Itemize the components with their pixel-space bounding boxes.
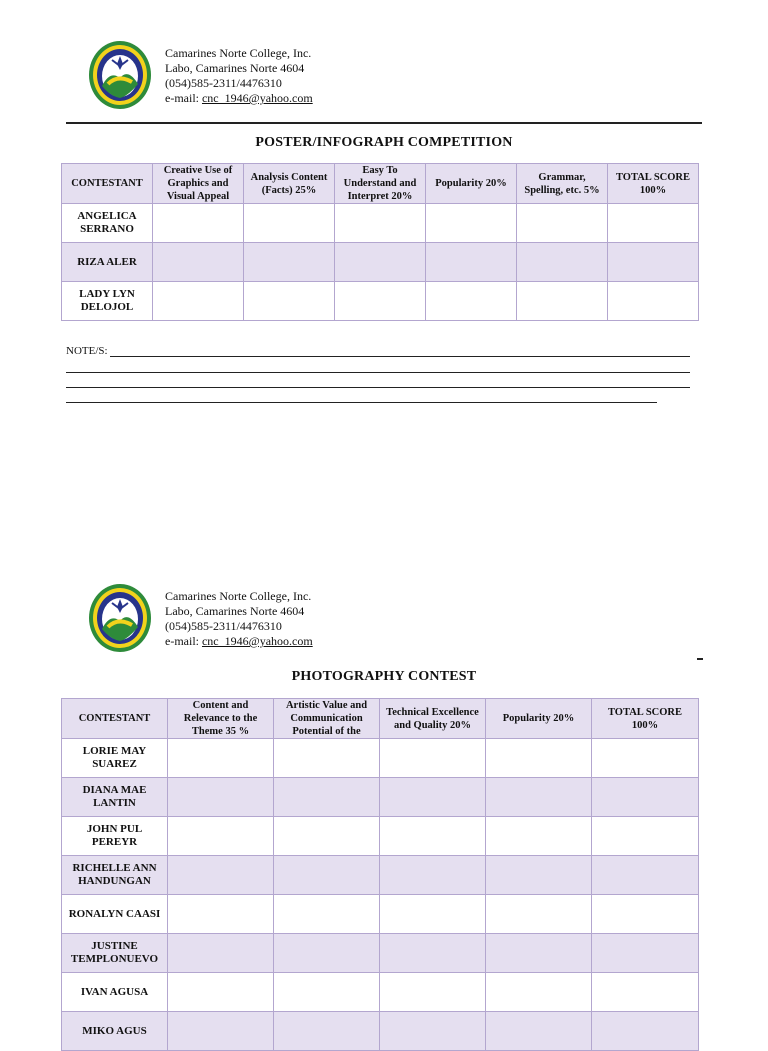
- score-cell[interactable]: [153, 204, 244, 243]
- total-cell[interactable]: [608, 243, 699, 282]
- score-cell[interactable]: [168, 973, 274, 1012]
- score-cell[interactable]: [274, 817, 380, 856]
- score-cell[interactable]: [486, 895, 592, 934]
- column-header-text: Artistic Value and Communication Potential of the: [285, 700, 368, 737]
- total-cell[interactable]: [592, 895, 699, 934]
- contestant-name: DIANA MAE LANTIN: [62, 778, 168, 817]
- score-cell[interactable]: [380, 973, 486, 1012]
- total-cell[interactable]: [592, 778, 699, 817]
- score-cell[interactable]: [335, 204, 426, 243]
- table-row: [62, 204, 699, 243]
- contestant-name: MIKO AGUS: [62, 1012, 168, 1051]
- column-header-text: Creative Use of Graphics and Visual Appeal: [163, 165, 233, 202]
- column-header: [486, 699, 592, 739]
- score-cell[interactable]: [244, 282, 335, 321]
- notes-line[interactable]: [110, 356, 690, 357]
- college-name: Camarines Norte College, Inc.: [165, 46, 312, 60]
- notes-line[interactable]: [66, 402, 657, 403]
- column-header: TOTAL SCORE 100%: [592, 699, 699, 739]
- college-header: [88, 40, 488, 115]
- contestant-name: IVAN AGUSA: [62, 973, 168, 1012]
- score-cell[interactable]: [380, 856, 486, 895]
- header-divider: [66, 122, 702, 124]
- score-cell[interactable]: [168, 934, 274, 973]
- score-cell[interactable]: [426, 204, 517, 243]
- college-seal-logo: [88, 40, 152, 110]
- college-phone: (054)585-2311/4476310: [165, 619, 282, 633]
- score-cell[interactable]: [486, 778, 592, 817]
- college-email-line: [165, 634, 313, 649]
- column-header: CONTESTANT: [62, 699, 168, 739]
- contestant-name: RIZA ALER: [62, 243, 153, 282]
- score-cell[interactable]: [486, 856, 592, 895]
- table-row: [62, 243, 699, 282]
- score-cell[interactable]: [274, 934, 380, 973]
- score-cell[interactable]: [426, 243, 517, 282]
- score-cell[interactable]: [153, 243, 244, 282]
- score-cell[interactable]: [274, 739, 380, 778]
- college-address-block: [165, 46, 313, 106]
- email-label: e-mail:: [165, 91, 202, 105]
- score-cell[interactable]: [517, 204, 608, 243]
- total-cell[interactable]: [592, 1012, 699, 1051]
- score-cell[interactable]: [486, 817, 592, 856]
- column-header: [380, 699, 486, 739]
- score-cell[interactable]: [335, 243, 426, 282]
- notes-line[interactable]: [66, 372, 690, 373]
- score-cell[interactable]: [274, 973, 380, 1012]
- notes-line[interactable]: [66, 387, 690, 388]
- column-header: Popularity 20%: [426, 164, 517, 204]
- column-header-text: Grammar, Spelling, etc. 5%: [524, 171, 600, 196]
- table-row: [62, 1012, 699, 1051]
- column-header-text: Content and Relevance to the Theme 35 %: [183, 700, 258, 737]
- score-cell[interactable]: [274, 895, 380, 934]
- column-header: [274, 699, 380, 739]
- college-address-block: [165, 589, 313, 649]
- score-cell[interactable]: [486, 934, 592, 973]
- college-name: Camarines Norte College, Inc.: [165, 589, 312, 603]
- total-cell[interactable]: [608, 282, 699, 321]
- score-cell[interactable]: [244, 204, 335, 243]
- column-header-text: Technical Excellence and Quality 20%: [386, 706, 479, 731]
- contestant-name: ANGELICA SERRANO: [62, 204, 153, 243]
- score-cell[interactable]: [274, 856, 380, 895]
- table-row: [62, 778, 699, 817]
- table-header-row: [62, 699, 699, 739]
- column-header: [517, 164, 608, 204]
- column-header-text: Easy To Understand and Interpret 20%: [343, 165, 417, 202]
- score-cell[interactable]: [426, 282, 517, 321]
- score-cell[interactable]: [274, 778, 380, 817]
- contest-title: PHOTOGRAPHY CONTEST: [291, 669, 477, 684]
- table-row: [62, 973, 699, 1012]
- score-cell[interactable]: [168, 895, 274, 934]
- college-email-line: [165, 91, 313, 106]
- score-cell[interactable]: [168, 739, 274, 778]
- total-cell[interactable]: [592, 856, 699, 895]
- total-cell[interactable]: [592, 817, 699, 856]
- poster-score-table: [61, 163, 699, 321]
- score-cell[interactable]: [380, 817, 486, 856]
- table-header-row: [62, 164, 699, 204]
- contestant-name: LORIE MAY SUAREZ: [62, 739, 168, 778]
- column-header-text: Popularity 20%: [502, 713, 575, 724]
- column-header: TOTAL SCORE 100%: [608, 164, 699, 204]
- score-cell[interactable]: [168, 817, 274, 856]
- table-row: [62, 934, 699, 973]
- table-row: [62, 856, 699, 895]
- score-cell[interactable]: [380, 934, 486, 973]
- college-seal-logo: [88, 583, 152, 653]
- contestant-name: RICHELLE ANN HANDUNGAN: [62, 856, 168, 895]
- score-cell[interactable]: [517, 282, 608, 321]
- total-cell[interactable]: [608, 204, 699, 243]
- email-link[interactable]: cnc_1946@yahoo.com: [201, 634, 313, 648]
- total-cell[interactable]: [592, 739, 699, 778]
- email-label: e-mail:: [165, 634, 202, 648]
- contestant-name: LADY LYN DELOJOL: [62, 282, 153, 321]
- table-row: [62, 739, 699, 778]
- contestant-name: JUSTINE TEMPLONUEVO: [62, 934, 168, 973]
- score-cell[interactable]: [244, 243, 335, 282]
- column-header: CONTESTANT: [62, 164, 153, 204]
- table-row: [62, 282, 699, 321]
- total-cell[interactable]: [592, 934, 699, 973]
- photography-score-table: [61, 698, 699, 1051]
- score-cell[interactable]: [168, 1012, 274, 1051]
- college-phone: (054)585-2311/4476310: [165, 76, 282, 90]
- column-header-text: Analysis Content (Facts) 25%: [250, 171, 328, 196]
- contestant-name: RONALYN CAASI: [62, 895, 168, 934]
- score-cell[interactable]: [380, 739, 486, 778]
- column-header: [153, 164, 244, 204]
- column-header: [335, 164, 426, 204]
- score-cell[interactable]: [486, 1012, 592, 1051]
- stray-dash: [697, 658, 703, 660]
- column-header: [168, 699, 274, 739]
- score-cell[interactable]: [168, 778, 274, 817]
- contestant-name: JOHN PUL PEREYR: [62, 817, 168, 856]
- table-row: [62, 817, 699, 856]
- notes-label: NOTE/S:: [66, 345, 108, 357]
- column-header: [244, 164, 335, 204]
- score-cell[interactable]: [486, 739, 592, 778]
- score-cell[interactable]: [274, 1012, 380, 1051]
- table-row: [62, 895, 699, 934]
- college-address: Labo, Camarines Norte 4604: [165, 61, 305, 75]
- score-cell[interactable]: [380, 1012, 486, 1051]
- email-link[interactable]: cnc_1946@yahoo.com: [201, 91, 313, 105]
- score-cell[interactable]: [153, 282, 244, 321]
- score-cell[interactable]: [486, 973, 592, 1012]
- total-cell[interactable]: [592, 973, 699, 1012]
- score-cell[interactable]: [380, 895, 486, 934]
- college-address: Labo, Camarines Norte 4604: [165, 604, 305, 618]
- score-cell[interactable]: [517, 243, 608, 282]
- score-cell[interactable]: [168, 856, 274, 895]
- competition-title: POSTER/INFOGRAPH COMPETITION: [255, 135, 513, 150]
- college-header: [88, 583, 488, 658]
- score-cell[interactable]: [335, 282, 426, 321]
- score-cell[interactable]: [380, 778, 486, 817]
